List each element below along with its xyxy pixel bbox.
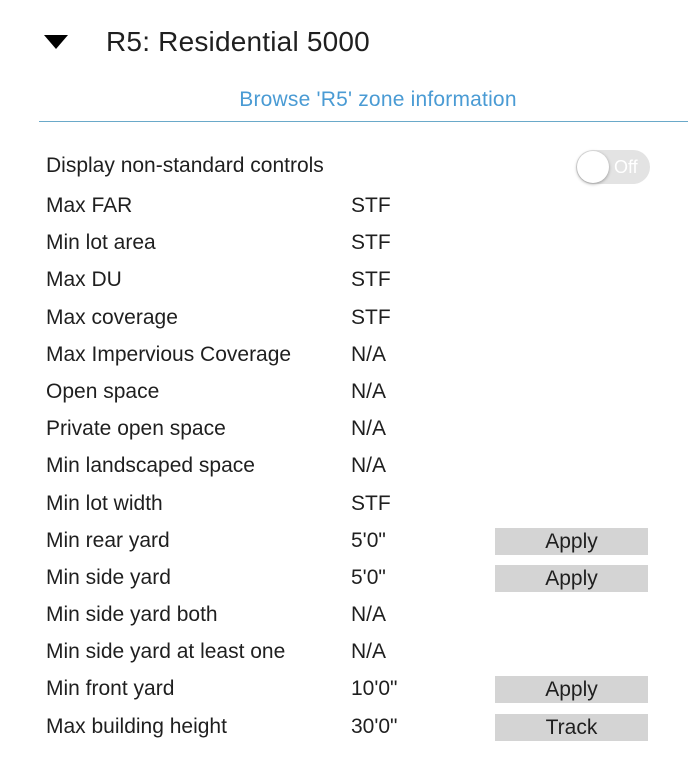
rule-label: Private open space: [46, 417, 226, 441]
rule-label: Min side yard: [46, 565, 171, 589]
zone-section-header[interactable]: [44, 22, 370, 62]
rule-row-max-impervious-coverage: [46, 337, 666, 374]
rule-value: STF: [351, 305, 391, 329]
rule-value: N/A: [351, 454, 387, 478]
rule-label: Max Impervious Coverage: [46, 342, 292, 366]
rule-value: N/A: [351, 603, 387, 627]
rule-row-min-side-yard-both: [46, 597, 666, 634]
rule-value: 30'0": [351, 714, 398, 738]
rule-label: Min side yard both: [46, 603, 218, 627]
rule-row-max-far: [46, 188, 666, 225]
rule-label: Open space: [46, 379, 160, 403]
rule-row-min-front-yard: [46, 671, 666, 708]
rule-label: Max coverage: [46, 305, 178, 329]
toggle-knob: [577, 151, 609, 183]
rule-value: STF: [351, 194, 391, 217]
rule-label: Max building height: [46, 714, 227, 738]
rule-row-max-coverage: [46, 300, 666, 337]
track-building-height-button[interactable]: Track: [495, 714, 648, 741]
rule-value: N/A: [351, 417, 387, 441]
rule-value: STF: [351, 231, 391, 255]
rule-value: N/A: [351, 640, 387, 664]
rule-row-min-landscaped-space: [46, 448, 666, 485]
rule-row-min-rear-yard: [46, 523, 666, 560]
rule-label: Min landscaped space: [46, 454, 255, 478]
rule-row-min-lot-width: [46, 486, 666, 523]
apply-front-yard-button[interactable]: Apply: [495, 676, 648, 703]
rule-row-max-du: [46, 262, 666, 299]
zoning-rules-list: [46, 188, 666, 746]
rule-label: Min side yard at least one: [46, 640, 286, 664]
browse-zone-info-link[interactable]: Browse 'R5' zone information: [239, 88, 517, 111]
rule-value: N/A: [351, 342, 387, 366]
rule-row-private-open-space: [46, 411, 666, 448]
apply-rear-yard-button[interactable]: Apply: [495, 528, 648, 555]
section-divider: [39, 121, 688, 122]
rule-row-max-building-height: [46, 709, 666, 746]
nonstandard-controls-label: Display non-standard controls: [46, 154, 324, 177]
zone-title: R5: Residential 5000: [106, 26, 370, 57]
rule-row-min-lot-area: [46, 225, 666, 262]
rule-label: Max FAR: [46, 194, 133, 217]
rule-value: N/A: [351, 379, 387, 403]
rule-label: Max DU: [46, 268, 122, 292]
rule-row-min-side-yard-at-least-one: [46, 634, 666, 671]
rule-row-min-side-yard: [46, 560, 666, 597]
collapse-triangle-icon[interactable]: [44, 35, 68, 49]
nonstandard-controls-row: [46, 150, 666, 184]
rule-label: Min front yard: [46, 677, 175, 701]
rule-value: 10'0": [351, 677, 398, 701]
rule-label: Min rear yard: [46, 528, 170, 552]
rule-value: 5'0": [351, 528, 386, 552]
rule-label: Min lot width: [46, 491, 163, 515]
nonstandard-controls-toggle[interactable]: [576, 150, 650, 184]
rule-row-open-space: [46, 374, 666, 411]
rule-value: 5'0": [351, 565, 386, 589]
rule-value: STF: [351, 491, 391, 515]
rule-label: Min lot area: [46, 231, 156, 255]
rule-value: STF: [351, 268, 391, 292]
toggle-state-text: Off: [614, 157, 638, 177]
apply-side-yard-button[interactable]: Apply: [495, 565, 648, 592]
